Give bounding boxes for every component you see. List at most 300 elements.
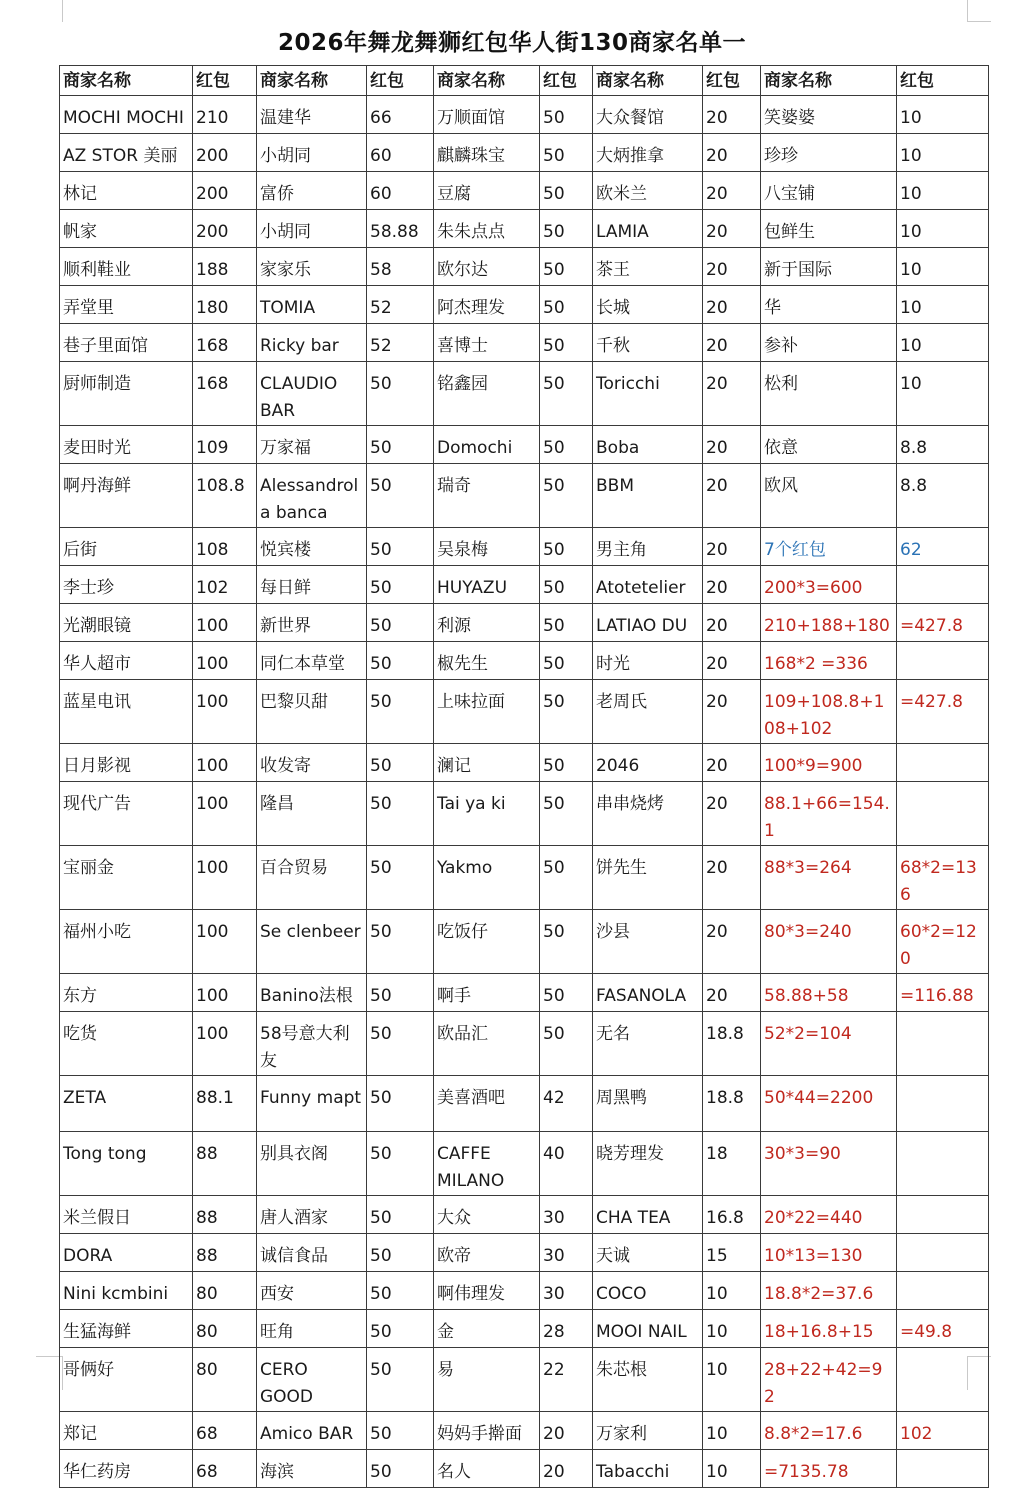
red-packet-amount-cell: 50 [367, 1348, 434, 1412]
merchant-name-cell: 麒麟珠宝 [434, 134, 540, 172]
merchant-name-cell: 210+188+180 [761, 604, 897, 642]
red-packet-amount-cell: 100 [193, 974, 257, 1012]
merchant-name-cell: 28+22+42=92 [761, 1348, 897, 1412]
merchant-name-cell: 巷子里面馆 [60, 324, 193, 362]
red-packet-amount-cell: 66 [367, 96, 434, 134]
merchant-name-cell: 长城 [593, 286, 703, 324]
merchant-name-cell: 吃饭仔 [434, 910, 540, 974]
red-packet-amount-cell: 20 [703, 362, 761, 426]
header-cell: 红包 [540, 66, 593, 96]
red-packet-amount-cell: 8.8 [897, 426, 989, 464]
merchant-name-cell: MOCHI MOCHI [60, 96, 193, 134]
red-packet-amount-cell: 58 [367, 248, 434, 286]
merchant-name-cell: Nini kcmbini [60, 1272, 193, 1310]
merchant-name-cell: 名人 [434, 1450, 540, 1488]
header-cell: 商家名称 [593, 66, 703, 96]
merchant-name-cell: MOOI NAIL [593, 1310, 703, 1348]
red-packet-amount-cell: 50 [540, 974, 593, 1012]
red-packet-amount-cell: 18 [703, 1132, 761, 1196]
merchant-name-cell: 笑婆婆 [761, 96, 897, 134]
red-packet-amount-cell: 180 [193, 286, 257, 324]
red-packet-amount-cell: 50 [367, 464, 434, 528]
red-packet-amount-cell: 50 [367, 528, 434, 566]
merchant-name-cell: 吴泉梅 [434, 528, 540, 566]
merchant-name-cell: 88.1+66=154.1 [761, 782, 897, 846]
red-packet-amount-cell: 20 [703, 96, 761, 134]
merchant-name-cell: 郑记 [60, 1412, 193, 1450]
red-packet-amount-cell: 50 [540, 362, 593, 426]
red-packet-amount-cell [897, 1196, 989, 1234]
red-packet-amount-cell: 20 [703, 464, 761, 528]
table-row [60, 642, 989, 680]
red-packet-amount-cell: 50 [540, 248, 593, 286]
red-packet-amount-cell: 50 [367, 910, 434, 974]
red-packet-amount-cell: 50 [540, 134, 593, 172]
header-row [60, 66, 989, 96]
header-cell: 红包 [367, 66, 434, 96]
merchant-name-cell: 麦田时光 [60, 426, 193, 464]
merchant-name-cell: 无名 [593, 1012, 703, 1076]
red-packet-amount-cell: 10 [703, 1348, 761, 1412]
merchant-name-cell: Tai ya ki [434, 782, 540, 846]
merchant-name-cell: 包鲜生 [761, 210, 897, 248]
merchant-name-cell: 易 [434, 1348, 540, 1412]
table-row [60, 362, 989, 426]
red-packet-amount-cell: 88.1 [193, 1076, 257, 1132]
merchant-name-cell: 小胡同 [257, 210, 367, 248]
red-packet-amount-cell: 50 [367, 1196, 434, 1234]
merchant-name-cell: 万家利 [593, 1412, 703, 1450]
crop-mark [967, 0, 968, 22]
red-packet-amount-cell [897, 782, 989, 846]
merchant-name-cell: 厨师制造 [60, 362, 193, 426]
merchant-name-cell: 巴黎贝甜 [257, 680, 367, 744]
red-packet-amount-cell: 50 [540, 680, 593, 744]
red-packet-amount-cell: 68*2=136 [897, 846, 989, 910]
merchant-name-cell: 20*22=440 [761, 1196, 897, 1234]
merchant-name-cell: 家家乐 [257, 248, 367, 286]
table-row [60, 1012, 989, 1076]
merchant-name-cell: 晓芳理发 [593, 1132, 703, 1196]
header-cell: 红包 [193, 66, 257, 96]
red-packet-amount-cell: 22 [540, 1348, 593, 1412]
table-row [60, 134, 989, 172]
table-row [60, 782, 989, 846]
merchant-name-cell: 欧尔达 [434, 248, 540, 286]
merchant-name-cell: Yakmo [434, 846, 540, 910]
table-row [60, 426, 989, 464]
table-row [60, 464, 989, 528]
red-packet-amount-cell: 10 [897, 134, 989, 172]
red-packet-amount-cell: 50 [540, 464, 593, 528]
merchant-name-cell: 林记 [60, 172, 193, 210]
table-row [60, 1450, 989, 1488]
red-packet-amount-cell: 68 [193, 1450, 257, 1488]
red-packet-amount-cell: 20 [703, 604, 761, 642]
merchant-name-cell: 唐人酒家 [257, 1196, 367, 1234]
merchant-name-cell: 东方 [60, 974, 193, 1012]
red-packet-amount-cell: 168 [193, 362, 257, 426]
red-packet-amount-cell: 100 [193, 680, 257, 744]
merchant-name-cell: 朱朱点点 [434, 210, 540, 248]
red-packet-amount-cell [897, 1234, 989, 1272]
merchant-table [59, 65, 989, 1488]
red-packet-amount-cell: 62 [897, 528, 989, 566]
red-packet-amount-cell: 10 [897, 210, 989, 248]
red-packet-amount-cell: 50 [367, 1310, 434, 1348]
merchant-name-cell: 利源 [434, 604, 540, 642]
crop-mark [62, 0, 63, 22]
merchant-name-cell: 妈妈手擀面 [434, 1412, 540, 1450]
merchant-name-cell: FASANOLA [593, 974, 703, 1012]
table-row [60, 604, 989, 642]
red-packet-amount-cell: 10 [703, 1272, 761, 1310]
header-cell: 红包 [703, 66, 761, 96]
merchant-name-cell: 海滨 [257, 1450, 367, 1488]
red-packet-amount-cell: 50 [540, 324, 593, 362]
red-packet-amount-cell: 88 [193, 1132, 257, 1196]
merchant-name-cell: 88*3=264 [761, 846, 897, 910]
merchant-name-cell: 大众餐馆 [593, 96, 703, 134]
page-title: 2026年舞龙舞狮红包华人街130商家名单一 [277, 30, 747, 56]
red-packet-amount-cell: 100 [193, 782, 257, 846]
red-packet-amount-cell: 10 [703, 1450, 761, 1488]
red-packet-amount-cell: 20 [703, 324, 761, 362]
merchant-name-cell: Tong tong [60, 1132, 193, 1196]
red-packet-amount-cell [897, 1348, 989, 1412]
merchant-name-cell: COCO [593, 1272, 703, 1310]
red-packet-amount-cell: 50 [540, 782, 593, 846]
red-packet-amount-cell: 42 [540, 1076, 593, 1132]
red-packet-amount-cell: 200 [193, 134, 257, 172]
red-packet-amount-cell: 108.8 [193, 464, 257, 528]
red-packet-amount-cell: 50 [367, 846, 434, 910]
merchant-name-cell: 老周氏 [593, 680, 703, 744]
merchant-name-cell: 天诚 [593, 1234, 703, 1272]
merchant-name-cell: TOMIA [257, 286, 367, 324]
merchant-name-cell: 李士珍 [60, 566, 193, 604]
red-packet-amount-cell: 20 [703, 248, 761, 286]
red-packet-amount-cell: 168 [193, 324, 257, 362]
red-packet-amount-cell: 102 [193, 566, 257, 604]
red-packet-amount-cell: 108 [193, 528, 257, 566]
merchant-name-cell: 饼先生 [593, 846, 703, 910]
red-packet-amount-cell: 50 [367, 1234, 434, 1272]
red-packet-amount-cell: 10 [897, 248, 989, 286]
red-packet-amount-cell: 20 [703, 910, 761, 974]
red-packet-amount-cell: 18.8 [703, 1076, 761, 1132]
table-row [60, 1234, 989, 1272]
merchant-name-cell: 生猛海鲜 [60, 1310, 193, 1348]
merchant-name-cell: 澜记 [434, 744, 540, 782]
merchant-name-cell: 18.8*2=37.6 [761, 1272, 897, 1310]
merchant-name-cell: LAMIA [593, 210, 703, 248]
red-packet-amount-cell: =116.88 [897, 974, 989, 1012]
merchant-name-cell: 蓝星电讯 [60, 680, 193, 744]
merchant-name-cell: 豆腐 [434, 172, 540, 210]
red-packet-amount-cell: 50 [540, 426, 593, 464]
red-packet-amount-cell: 50 [367, 1450, 434, 1488]
red-packet-amount-cell: 18.8 [703, 1012, 761, 1076]
red-packet-amount-cell: =427.8 [897, 680, 989, 744]
merchant-name-cell: CAFFE MILANO [434, 1132, 540, 1196]
red-packet-amount-cell: 16.8 [703, 1196, 761, 1234]
merchant-name-cell: CERO GOOD [257, 1348, 367, 1412]
merchant-name-cell: 欧帝 [434, 1234, 540, 1272]
red-packet-amount-cell: 50 [540, 96, 593, 134]
merchant-name-cell: 阿杰理发 [434, 286, 540, 324]
table-row [60, 528, 989, 566]
red-packet-amount-cell: 10 [897, 286, 989, 324]
merchant-name-cell: 百合贸易 [257, 846, 367, 910]
merchant-name-cell: 欧米兰 [593, 172, 703, 210]
red-packet-amount-cell: 28 [540, 1310, 593, 1348]
red-packet-amount-cell: 20 [703, 846, 761, 910]
merchant-name-cell: 58.88+58 [761, 974, 897, 1012]
header-cell: 商家名称 [257, 66, 367, 96]
red-packet-amount-cell: 80 [193, 1310, 257, 1348]
merchant-name-cell: Atotetelier [593, 566, 703, 604]
red-packet-amount-cell [897, 1272, 989, 1310]
red-packet-amount-cell: 50 [540, 172, 593, 210]
red-packet-amount-cell: 30 [540, 1196, 593, 1234]
merchant-name-cell: LATIAO DU [593, 604, 703, 642]
red-packet-amount-cell: 20 [703, 426, 761, 464]
merchant-name-cell: 华 [761, 286, 897, 324]
red-packet-amount-cell: 50 [540, 566, 593, 604]
merchant-name-cell: 18+16.8+15 [761, 1310, 897, 1348]
merchant-name-cell: 瑞奇 [434, 464, 540, 528]
red-packet-amount-cell: 188 [193, 248, 257, 286]
merchant-name-cell: 弄堂里 [60, 286, 193, 324]
red-packet-amount-cell: 20 [540, 1412, 593, 1450]
table-row [60, 910, 989, 974]
table-row [60, 846, 989, 910]
red-packet-amount-cell: 50 [540, 846, 593, 910]
red-packet-amount-cell: 100 [193, 910, 257, 974]
merchant-name-cell: DORA [60, 1234, 193, 1272]
red-packet-amount-cell: 50 [540, 744, 593, 782]
red-packet-amount-cell: 10 [897, 172, 989, 210]
merchant-name-cell: 金 [434, 1310, 540, 1348]
red-packet-amount-cell: 20 [703, 528, 761, 566]
red-packet-amount-cell: 20 [540, 1450, 593, 1488]
red-packet-amount-cell: 60 [367, 172, 434, 210]
merchant-name-cell: 富侨 [257, 172, 367, 210]
red-packet-amount-cell: 50 [367, 362, 434, 426]
merchant-name-cell: Toricchi [593, 362, 703, 426]
merchant-name-cell: 男主角 [593, 528, 703, 566]
red-packet-amount-cell: 50 [367, 1076, 434, 1132]
table-row [60, 96, 989, 134]
merchant-name-cell: 八宝铺 [761, 172, 897, 210]
merchant-name-cell: Alessandrola banca [257, 464, 367, 528]
merchant-name-cell: 50*44=2200 [761, 1076, 897, 1132]
merchant-name-cell: 旺角 [257, 1310, 367, 1348]
merchant-name-cell: 悦宾楼 [257, 528, 367, 566]
red-packet-amount-cell: 50 [367, 1012, 434, 1076]
table-row [60, 1310, 989, 1348]
table-row [60, 680, 989, 744]
red-packet-amount-cell: 102 [897, 1412, 989, 1450]
table-row [60, 1196, 989, 1234]
merchant-name-cell: 椒先生 [434, 642, 540, 680]
merchant-name-cell: 温建华 [257, 96, 367, 134]
red-packet-amount-cell: 20 [703, 566, 761, 604]
table-body [60, 96, 989, 1488]
red-packet-amount-cell: 100 [193, 1012, 257, 1076]
red-packet-amount-cell: 200 [193, 210, 257, 248]
merchant-name-cell: 朱芯根 [593, 1348, 703, 1412]
red-packet-amount-cell: 50 [540, 528, 593, 566]
red-packet-amount-cell: 88 [193, 1196, 257, 1234]
red-packet-amount-cell: =427.8 [897, 604, 989, 642]
merchant-name-cell: Se clenbeer [257, 910, 367, 974]
merchant-name-cell: 52*2=104 [761, 1012, 897, 1076]
merchant-name-cell: 啊丹海鲜 [60, 464, 193, 528]
red-packet-amount-cell: 100 [193, 846, 257, 910]
merchant-name-cell: 后街 [60, 528, 193, 566]
merchant-name-cell: 诚信食品 [257, 1234, 367, 1272]
header-cell: 商家名称 [60, 66, 193, 96]
red-packet-amount-cell: 20 [703, 286, 761, 324]
red-packet-amount-cell: 50 [367, 1412, 434, 1450]
red-packet-amount-cell: 50 [540, 286, 593, 324]
red-packet-amount-cell [897, 566, 989, 604]
red-packet-amount-cell: 60*2=120 [897, 910, 989, 974]
red-packet-amount-cell: 30 [540, 1234, 593, 1272]
table-row [60, 1272, 989, 1310]
red-packet-amount-cell: 20 [703, 134, 761, 172]
merchant-name-cell: =7135.78 [761, 1450, 897, 1488]
header-cell: 商家名称 [434, 66, 540, 96]
red-packet-amount-cell: 50 [540, 1012, 593, 1076]
merchant-name-cell: 顺利鞋业 [60, 248, 193, 286]
merchant-name-cell: 沙县 [593, 910, 703, 974]
merchant-name-cell: 福州小吃 [60, 910, 193, 974]
red-packet-amount-cell: 10 [703, 1412, 761, 1450]
red-packet-amount-cell: 40 [540, 1132, 593, 1196]
red-packet-amount-cell: 50 [367, 604, 434, 642]
merchant-name-cell: 华人超市 [60, 642, 193, 680]
merchant-name-cell: 58号意大利友 [257, 1012, 367, 1076]
red-packet-amount-cell [897, 1012, 989, 1076]
red-packet-amount-cell: 20 [703, 782, 761, 846]
merchant-name-cell: 大众 [434, 1196, 540, 1234]
merchant-name-cell: 小胡同 [257, 134, 367, 172]
red-packet-amount-cell: 50 [367, 642, 434, 680]
red-packet-amount-cell: 50 [367, 782, 434, 846]
red-packet-amount-cell: 20 [703, 210, 761, 248]
merchant-name-cell: HUYAZU [434, 566, 540, 604]
merchant-name-cell: 欧品汇 [434, 1012, 540, 1076]
red-packet-amount-cell: 80 [193, 1348, 257, 1412]
red-packet-amount-cell: 210 [193, 96, 257, 134]
merchant-name-cell: 100*9=900 [761, 744, 897, 782]
red-packet-amount-cell: 20 [703, 744, 761, 782]
red-packet-amount-cell: 50 [367, 744, 434, 782]
red-packet-amount-cell: 200 [193, 172, 257, 210]
red-packet-amount-cell: 50 [367, 680, 434, 744]
merchant-name-cell: 每日鲜 [257, 566, 367, 604]
header-cell: 商家名称 [761, 66, 897, 96]
red-packet-amount-cell: 100 [193, 744, 257, 782]
merchant-name-cell: 大炳推拿 [593, 134, 703, 172]
merchant-name-cell: 日月影视 [60, 744, 193, 782]
merchant-name-cell: Banino法根 [257, 974, 367, 1012]
merchant-name-cell: 现代广告 [60, 782, 193, 846]
merchant-name-cell: 万家福 [257, 426, 367, 464]
merchant-name-cell: 美喜酒吧 [434, 1076, 540, 1132]
red-packet-amount-cell: 20 [703, 642, 761, 680]
table-row [60, 1412, 989, 1450]
merchant-name-cell: 周黑鸭 [593, 1076, 703, 1132]
red-packet-amount-cell: 88 [193, 1234, 257, 1272]
red-packet-amount-cell: 15 [703, 1234, 761, 1272]
merchant-name-cell: 西安 [257, 1272, 367, 1310]
merchant-name-cell: 8.8*2=17.6 [761, 1412, 897, 1450]
merchant-name-cell: ZETA [60, 1076, 193, 1132]
red-packet-amount-cell [897, 642, 989, 680]
merchant-name-cell: 109+108.8+108+102 [761, 680, 897, 744]
table-row [60, 324, 989, 362]
merchant-name-cell: 米兰假日 [60, 1196, 193, 1234]
red-packet-amount-cell: 100 [193, 604, 257, 642]
red-packet-amount-cell: 10 [703, 1310, 761, 1348]
merchant-name-cell: 华仁药房 [60, 1450, 193, 1488]
merchant-name-cell: 啊手 [434, 974, 540, 1012]
red-packet-amount-cell: 50 [367, 426, 434, 464]
merchant-name-cell: 千秋 [593, 324, 703, 362]
merchant-name-cell: 新世界 [257, 604, 367, 642]
red-packet-amount-cell [897, 744, 989, 782]
merchant-name-cell: Funny mapt [257, 1076, 367, 1132]
red-packet-amount-cell: 30 [540, 1272, 593, 1310]
red-packet-amount-cell: 10 [897, 324, 989, 362]
merchant-name-cell: 喜博士 [434, 324, 540, 362]
merchant-name-cell: 帆家 [60, 210, 193, 248]
table-row [60, 1132, 989, 1196]
merchant-name-cell: 珍珍 [761, 134, 897, 172]
red-packet-amount-cell: 50 [540, 642, 593, 680]
table-row [60, 210, 989, 248]
merchant-name-cell: 30*3=90 [761, 1132, 897, 1196]
red-packet-amount-cell: 50 [540, 604, 593, 642]
table-row [60, 286, 989, 324]
merchant-name-cell: Domochi [434, 426, 540, 464]
table-row [60, 1076, 989, 1132]
crop-mark [967, 21, 991, 22]
red-packet-amount-cell: 20 [703, 172, 761, 210]
red-packet-amount-cell: 8.8 [897, 464, 989, 528]
red-packet-amount-cell: 50 [540, 210, 593, 248]
merchant-name-cell: 串串烧烤 [593, 782, 703, 846]
merchant-name-cell: 200*3=600 [761, 566, 897, 604]
merchant-name-cell: 欧风 [761, 464, 897, 528]
merchant-name-cell: 参补 [761, 324, 897, 362]
red-packet-amount-cell: 52 [367, 324, 434, 362]
header-cell: 红包 [897, 66, 989, 96]
red-packet-amount-cell: 60 [367, 134, 434, 172]
merchant-name-cell: Ricky bar [257, 324, 367, 362]
red-packet-amount-cell: 50 [367, 566, 434, 604]
merchant-name-cell: Boba [593, 426, 703, 464]
red-packet-amount-cell: 20 [703, 680, 761, 744]
red-packet-amount-cell: 100 [193, 642, 257, 680]
merchant-name-cell: 80*3=240 [761, 910, 897, 974]
merchant-name-cell: BBM [593, 464, 703, 528]
merchant-name-cell: 啊伟理发 [434, 1272, 540, 1310]
